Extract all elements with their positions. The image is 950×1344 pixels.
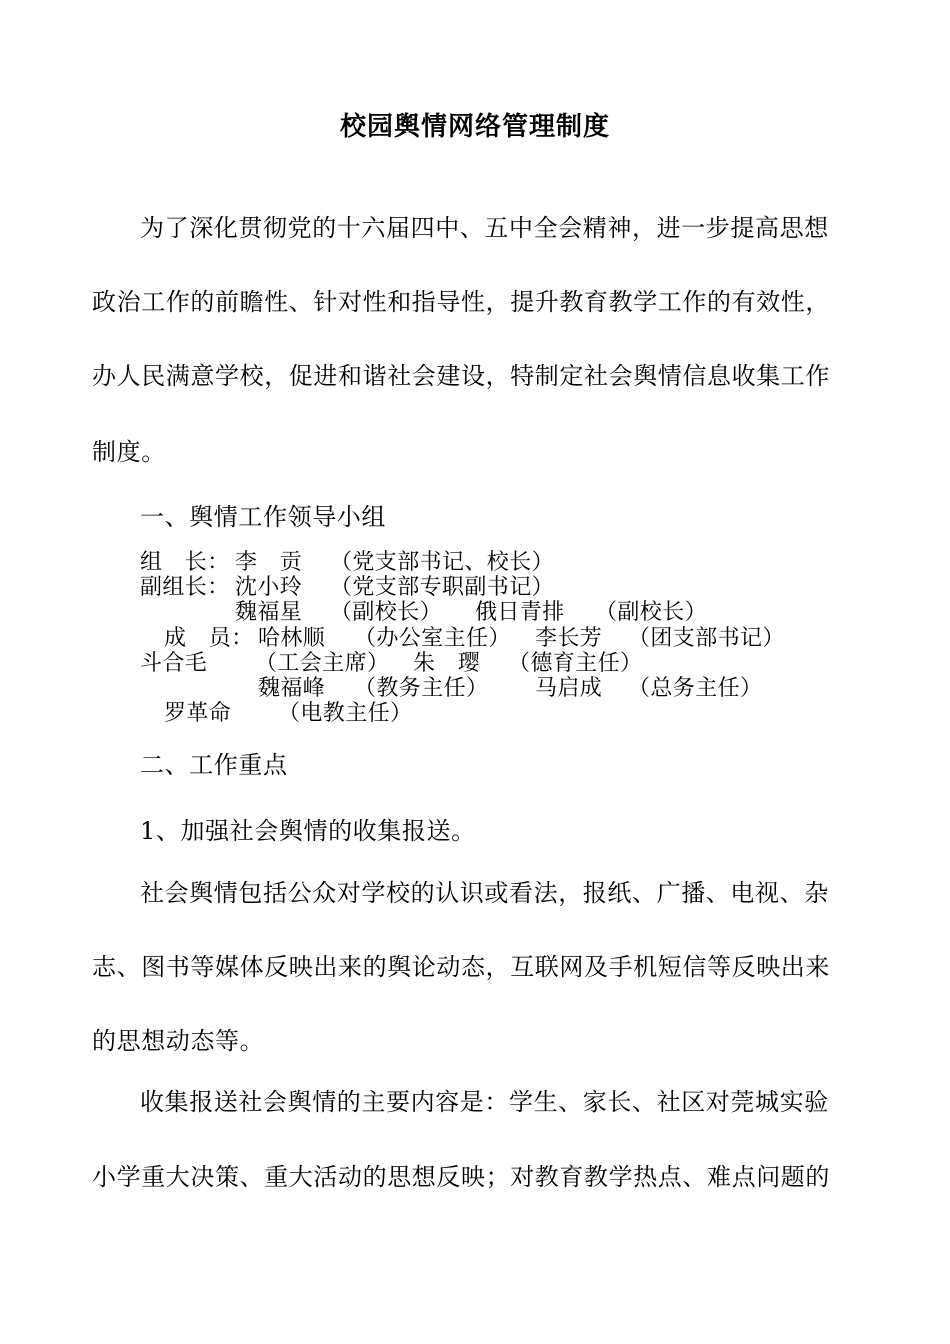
intro-line-4: 制度。 [92, 438, 166, 466]
member1-name: 哈林顺 [258, 626, 326, 651]
section1-heading: 一、舆情工作领导小组 [140, 503, 386, 531]
deputy-label: 副组长： [140, 575, 230, 600]
member-label: 成 员： [164, 626, 254, 651]
para2-line-2: 小学重大决策、重大活动的思想反映；对教育教学热点、难点问题的 [92, 1163, 830, 1191]
member7-role: （电教主任） [278, 701, 413, 726]
section2-heading: 二、工作重点 [140, 751, 288, 779]
intro-line-1: 为了深化贯彻党的十六届四中、五中全会精神，进一步提高思想 [140, 214, 829, 242]
leader-role: （党支部书记、校长） [330, 550, 555, 575]
deputy3-role: （副校长） [595, 600, 708, 625]
member4-name: 朱 璎 [413, 651, 481, 676]
member4-role: （德育主任） [508, 651, 643, 676]
member2-role: （团支部书记） [628, 626, 785, 651]
member3-name: 斗合毛 [140, 651, 208, 676]
para1-line-1: 社会舆情包括公众对学校的认识或看法，报纸、广播、电视、杂 [140, 879, 829, 907]
deputy-role: （党支部专职副书记） [330, 575, 555, 600]
para1-line-2: 志、图书等媒体反映出来的舆论动态，互联网及手机短信等反映出来 [92, 953, 830, 981]
deputy-name: 沈小玲 [235, 575, 303, 600]
deputy2-role: （副校长） [330, 600, 443, 625]
document-title: 校园舆情网络管理制度 [339, 112, 610, 142]
leader-label: 组 长： [140, 550, 230, 575]
member7-name: 罗革命 [164, 701, 232, 726]
member6-role: （总务主任） [628, 676, 763, 701]
member3-role: （工会主席） [255, 651, 390, 676]
deputy2-name: 魏福星 [235, 600, 303, 625]
intro-line-2: 政治工作的前瞻性、针对性和指导性，提升教育教学工作的有效性， [92, 288, 830, 316]
point1-heading: 1、加强社会舆情的收集报送。 [140, 817, 476, 845]
member2-name: 李长芳 [535, 626, 603, 651]
intro-line-3: 办人民满意学校，促进和谐社会建设，特制定社会舆情信息收集工作 [92, 362, 830, 390]
member5-name: 魏福峰 [258, 676, 326, 701]
leader-name: 李 贡 [235, 550, 303, 575]
para1-line-3: 的思想动态等。 [92, 1027, 265, 1055]
member5-role: （教务主任） [354, 676, 489, 701]
member6-name: 马启成 [535, 676, 603, 701]
deputy3-name: 俄日青排 [475, 600, 565, 625]
member1-role: （办公室主任） [354, 626, 511, 651]
para2-line-1: 收集报送社会舆情的主要内容是：学生、家长、社区对莞城实验 [140, 1088, 829, 1116]
